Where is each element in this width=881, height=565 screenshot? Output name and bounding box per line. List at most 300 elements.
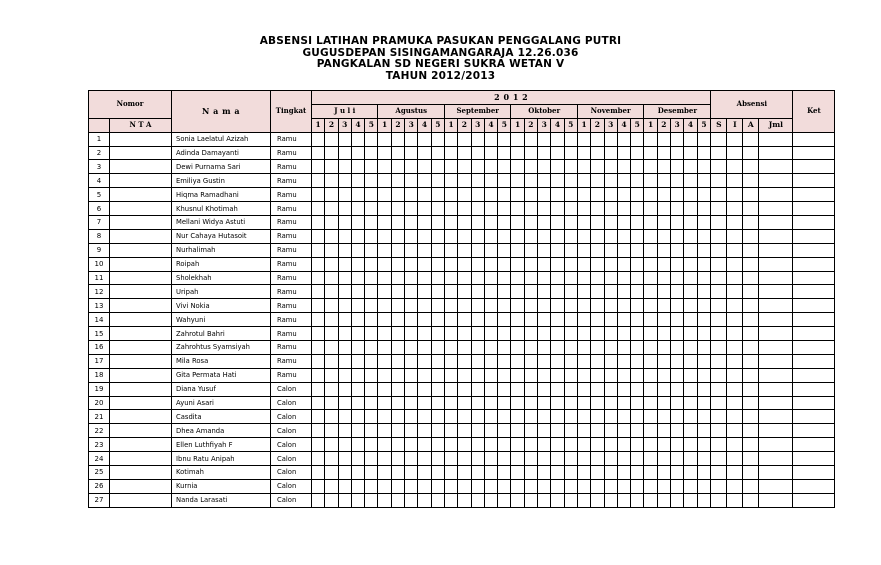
attendance-cell	[644, 243, 657, 257]
absensi-cell	[711, 396, 727, 410]
attendance-cell	[458, 146, 471, 160]
attendance-cell	[484, 382, 497, 396]
row-number: 19	[89, 382, 110, 396]
attendance-cell	[458, 466, 471, 480]
attendance-cell	[458, 382, 471, 396]
attendance-cell	[405, 479, 418, 493]
week-number-header: 3	[604, 118, 617, 132]
attendance-cell	[498, 354, 511, 368]
week-number-header: 3	[671, 118, 684, 132]
attendance-cell	[604, 368, 617, 382]
attendance-cell	[484, 438, 497, 452]
attendance-cell	[365, 257, 378, 271]
attendance-cell	[458, 410, 471, 424]
absensi-cell	[759, 202, 793, 216]
attendance-cell	[365, 479, 378, 493]
attendance-cell	[365, 341, 378, 355]
attendance-cell	[431, 410, 444, 424]
absensi-cell	[727, 285, 743, 299]
attendance-cell	[604, 285, 617, 299]
attendance-cell	[697, 466, 711, 480]
attendance-cell	[351, 438, 364, 452]
attendance-cell	[365, 188, 378, 202]
row-number: 10	[89, 257, 110, 271]
attendance-cell	[444, 424, 457, 438]
week-number-header: 1	[312, 118, 325, 132]
attendance-cell	[697, 160, 711, 174]
absensi-cell	[759, 271, 793, 285]
attendance-cell	[312, 285, 325, 299]
attendance-cell	[365, 382, 378, 396]
attendance-cell	[551, 493, 564, 507]
attendance-cell	[577, 271, 590, 285]
row-number: 16	[89, 341, 110, 355]
name-cell: Sholekhah	[172, 271, 271, 285]
attendance-cell	[458, 229, 471, 243]
absensi-col-header: I	[727, 118, 743, 132]
attendance-cell	[418, 368, 431, 382]
row-number: 27	[89, 493, 110, 507]
attendance-cell	[431, 216, 444, 230]
attendance-cell	[591, 257, 604, 271]
attendance-cell	[564, 424, 577, 438]
attendance-cell	[538, 132, 551, 146]
attendance-cell	[511, 160, 524, 174]
attendance-cell	[591, 327, 604, 341]
attendance-cell	[617, 382, 630, 396]
absensi-cell	[727, 313, 743, 327]
attendance-cell	[458, 132, 471, 146]
attendance-cell	[697, 313, 711, 327]
attendance-cell	[365, 216, 378, 230]
attendance-cell	[684, 271, 697, 285]
attendance-cell	[551, 271, 564, 285]
absensi-cell	[711, 271, 727, 285]
attendance-cell	[365, 160, 378, 174]
attendance-cell	[498, 341, 511, 355]
attendance-cell	[312, 382, 325, 396]
table-row	[89, 174, 835, 188]
attendance-cell	[591, 354, 604, 368]
attendance-cell	[391, 160, 404, 174]
attendance-cell	[524, 229, 537, 243]
attendance-cell	[577, 410, 590, 424]
attendance-cell	[697, 354, 711, 368]
attendance-cell	[644, 257, 657, 271]
nta-cell	[110, 382, 172, 396]
attendance-cell	[458, 271, 471, 285]
absensi-cell	[727, 146, 743, 160]
attendance-cell	[551, 202, 564, 216]
week-number-header: 2	[458, 118, 471, 132]
attendance-cell	[511, 452, 524, 466]
table-row	[89, 327, 835, 341]
attendance-cell	[351, 354, 364, 368]
attendance-cell	[564, 299, 577, 313]
absensi-cell	[759, 216, 793, 230]
attendance-cell	[391, 466, 404, 480]
nta-cell	[110, 368, 172, 382]
attendance-cell	[312, 243, 325, 257]
ket-cell	[793, 257, 835, 271]
attendance-cell	[365, 466, 378, 480]
attendance-cell	[564, 313, 577, 327]
attendance-cell	[391, 493, 404, 507]
attendance-cell	[564, 229, 577, 243]
name-cell: Zahrotul Bahri	[172, 327, 271, 341]
name-cell: Adinda Damayanti	[172, 146, 271, 160]
attendance-cell	[511, 438, 524, 452]
absensi-cell	[759, 424, 793, 438]
ket-cell	[793, 285, 835, 299]
attendance-cell	[577, 438, 590, 452]
attendance-cell	[418, 424, 431, 438]
attendance-cell	[511, 466, 524, 480]
table-row	[89, 424, 835, 438]
attendance-cell	[538, 368, 551, 382]
attendance-cell	[431, 202, 444, 216]
attendance-cell	[684, 493, 697, 507]
absensi-cell	[711, 341, 727, 355]
attendance-cell	[684, 285, 697, 299]
absensi-cell	[759, 243, 793, 257]
attendance-cell	[418, 202, 431, 216]
attendance-cell	[405, 341, 418, 355]
attendance-cell	[657, 174, 670, 188]
absensi-cell	[743, 354, 759, 368]
table-row	[89, 410, 835, 424]
row-number: 14	[89, 313, 110, 327]
attendance-cell	[684, 424, 697, 438]
attendance-cell	[604, 313, 617, 327]
attendance-cell	[312, 354, 325, 368]
tingkat-cell: Ramu	[271, 368, 312, 382]
attendance-cell	[591, 410, 604, 424]
month-header: September	[444, 104, 510, 118]
attendance-cell	[604, 466, 617, 480]
attendance-cell	[631, 327, 644, 341]
absensi-cell	[727, 438, 743, 452]
attendance-cell	[564, 341, 577, 355]
attendance-cell	[564, 216, 577, 230]
ket-cell	[793, 271, 835, 285]
ket-cell	[793, 354, 835, 368]
attendance-cell	[617, 368, 630, 382]
attendance-cell	[551, 410, 564, 424]
attendance-cell	[351, 132, 364, 146]
attendance-cell	[617, 424, 630, 438]
ket-cell	[793, 466, 835, 480]
attendance-cell	[338, 285, 351, 299]
attendance-cell	[431, 243, 444, 257]
attendance-cell	[671, 327, 684, 341]
attendance-cell	[351, 243, 364, 257]
attendance-cell	[524, 313, 537, 327]
attendance-cell	[325, 452, 338, 466]
attendance-cell	[431, 174, 444, 188]
week-number-header: 5	[564, 118, 577, 132]
attendance-cell	[657, 493, 670, 507]
attendance-cell	[684, 243, 697, 257]
attendance-cell	[511, 341, 524, 355]
nta-cell	[110, 396, 172, 410]
absensi-cell	[727, 479, 743, 493]
attendance-cell	[684, 410, 697, 424]
attendance-cell	[631, 382, 644, 396]
nta-cell	[110, 271, 172, 285]
table-row	[89, 452, 835, 466]
attendance-cell	[325, 188, 338, 202]
attendance-cell	[391, 410, 404, 424]
attendance-cell	[631, 368, 644, 382]
tingkat-cell: Calon	[271, 396, 312, 410]
attendance-cell	[697, 341, 711, 355]
attendance-cell	[671, 368, 684, 382]
attendance-cell	[498, 202, 511, 216]
attendance-cell	[604, 382, 617, 396]
name-cell: Kurnia	[172, 479, 271, 493]
attendance-cell	[471, 285, 484, 299]
attendance-cell	[577, 146, 590, 160]
attendance-cell	[484, 285, 497, 299]
absensi-cell	[759, 174, 793, 188]
attendance-cell	[604, 354, 617, 368]
attendance-cell	[431, 285, 444, 299]
ket-cell	[793, 396, 835, 410]
attendance-cell	[697, 382, 711, 396]
row-number: 2	[89, 146, 110, 160]
absensi-col-header: S	[711, 118, 727, 132]
attendance-cell	[617, 479, 630, 493]
attendance-cell	[644, 160, 657, 174]
tingkat-cell: Ramu	[271, 341, 312, 355]
attendance-cell	[564, 132, 577, 146]
attendance-cell	[671, 271, 684, 285]
row-number: 26	[89, 479, 110, 493]
week-number-header: 1	[644, 118, 657, 132]
attendance-cell	[325, 216, 338, 230]
attendance-cell	[657, 452, 670, 466]
absensi-cell	[711, 174, 727, 188]
attendance-cell	[564, 146, 577, 160]
tingkat-cell: Ramu	[271, 216, 312, 230]
attendance-cell	[391, 174, 404, 188]
absensi-cell	[743, 452, 759, 466]
name-cell: Vivi Nokia	[172, 299, 271, 313]
attendance-cell	[312, 452, 325, 466]
attendance-cell	[604, 160, 617, 174]
nta-cell	[110, 479, 172, 493]
tingkat-cell: Ramu	[271, 202, 312, 216]
attendance-cell	[458, 160, 471, 174]
attendance-cell	[617, 216, 630, 230]
attendance-cell	[604, 493, 617, 507]
attendance-cell	[365, 146, 378, 160]
tingkat-cell: Ramu	[271, 327, 312, 341]
attendance-cell	[444, 396, 457, 410]
ket-cell	[793, 202, 835, 216]
attendance-cell	[684, 466, 697, 480]
row-number: 4	[89, 174, 110, 188]
name-cell: Khusnul Khotimah	[172, 202, 271, 216]
attendance-cell	[524, 285, 537, 299]
attendance-cell	[338, 243, 351, 257]
attendance-cell	[657, 410, 670, 424]
absensi-cell	[727, 160, 743, 174]
attendance-cell	[498, 438, 511, 452]
attendance-cell	[551, 479, 564, 493]
nta-cell	[110, 341, 172, 355]
attendance-cell	[418, 271, 431, 285]
attendance-cell	[338, 327, 351, 341]
attendance-cell	[604, 146, 617, 160]
absensi-cell	[711, 368, 727, 382]
attendance-cell	[671, 243, 684, 257]
attendance-cell	[551, 327, 564, 341]
attendance-cell	[684, 341, 697, 355]
attendance-cell	[604, 410, 617, 424]
attendance-cell	[484, 424, 497, 438]
absensi-cell	[759, 146, 793, 160]
attendance-cell	[405, 396, 418, 410]
attendance-cell	[444, 188, 457, 202]
attendance-cell	[657, 271, 670, 285]
attendance-cell	[671, 146, 684, 160]
absensi-cell	[727, 493, 743, 507]
attendance-cell	[365, 313, 378, 327]
attendance-cell	[391, 285, 404, 299]
attendance-cell	[325, 271, 338, 285]
row-number: 15	[89, 327, 110, 341]
attendance-cell	[577, 327, 590, 341]
attendance-cell	[657, 438, 670, 452]
attendance-cell	[671, 257, 684, 271]
attendance-cell	[671, 160, 684, 174]
attendance-cell	[577, 229, 590, 243]
absensi-cell	[727, 132, 743, 146]
name-cell: Hiqma Ramadhani	[172, 188, 271, 202]
attendance-cell	[684, 160, 697, 174]
attendance-cell	[684, 299, 697, 313]
name-cell: Emiliya Gustin	[172, 174, 271, 188]
attendance-cell	[644, 313, 657, 327]
table-row	[89, 188, 835, 202]
absensi-cell	[727, 174, 743, 188]
attendance-cell	[444, 257, 457, 271]
attendance-cell	[577, 368, 590, 382]
attendance-cell	[591, 313, 604, 327]
attendance-cell	[524, 202, 537, 216]
ket-cell	[793, 160, 835, 174]
attendance-cell	[405, 466, 418, 480]
attendance-cell	[524, 382, 537, 396]
attendance-cell	[511, 271, 524, 285]
attendance-cell	[657, 396, 670, 410]
attendance-cell	[325, 479, 338, 493]
attendance-cell	[577, 493, 590, 507]
attendance-cell	[378, 299, 391, 313]
attendance-cell	[338, 174, 351, 188]
attendance-cell	[444, 382, 457, 396]
ket-cell	[793, 299, 835, 313]
attendance-cell	[551, 299, 564, 313]
absensi-cell	[711, 202, 727, 216]
attendance-cell	[524, 160, 537, 174]
nta-cell	[110, 216, 172, 230]
attendance-cell	[498, 368, 511, 382]
ket-cell	[793, 132, 835, 146]
tingkat-cell: Ramu	[271, 271, 312, 285]
attendance-cell	[312, 257, 325, 271]
absensi-cell	[711, 354, 727, 368]
attendance-cell	[577, 285, 590, 299]
attendance-cell	[604, 396, 617, 410]
attendance-cell	[511, 285, 524, 299]
name-cell: Sonia Laelatul Azizah	[172, 132, 271, 146]
attendance-cell	[511, 216, 524, 230]
attendance-cell	[458, 452, 471, 466]
absensi-cell	[711, 257, 727, 271]
attendance-cell	[524, 216, 537, 230]
attendance-cell	[524, 354, 537, 368]
week-number-header: 2	[325, 118, 338, 132]
attendance-cell	[617, 396, 630, 410]
attendance-cell	[458, 493, 471, 507]
absensi-cell	[743, 424, 759, 438]
table-row	[89, 396, 835, 410]
attendance-cell	[351, 188, 364, 202]
attendance-cell	[444, 202, 457, 216]
ket-cell	[793, 493, 835, 507]
attendance-cell	[631, 424, 644, 438]
absensi-cell	[711, 313, 727, 327]
attendance-cell	[498, 216, 511, 230]
attendance-cell	[365, 299, 378, 313]
attendance-cell	[338, 382, 351, 396]
attendance-cell	[431, 452, 444, 466]
attendance-cell	[365, 202, 378, 216]
attendance-cell	[657, 202, 670, 216]
attendance-cell	[697, 146, 711, 160]
absensi-cell	[743, 243, 759, 257]
attendance-cell	[577, 174, 590, 188]
absensi-cell	[727, 216, 743, 230]
attendance-cell	[644, 438, 657, 452]
attendance-cell	[405, 285, 418, 299]
row-number: 6	[89, 202, 110, 216]
row-number: 8	[89, 229, 110, 243]
attendance-cell	[391, 229, 404, 243]
attendance-cell	[351, 368, 364, 382]
attendance-cell	[551, 146, 564, 160]
attendance-cell	[418, 479, 431, 493]
attendance-cell	[657, 257, 670, 271]
table-row	[89, 466, 835, 480]
absensi-cell	[711, 299, 727, 313]
attendance-cell	[351, 271, 364, 285]
attendance-cell	[312, 188, 325, 202]
attendance-cell	[391, 438, 404, 452]
attendance-cell	[498, 479, 511, 493]
attendance-cell	[631, 479, 644, 493]
attendance-cell	[644, 299, 657, 313]
tingkat-cell: Ramu	[271, 188, 312, 202]
attendance-cell	[418, 410, 431, 424]
attendance-cell	[431, 160, 444, 174]
attendance-cell	[312, 216, 325, 230]
attendance-cell	[564, 174, 577, 188]
year-header: 2 0 1 2	[312, 91, 711, 105]
